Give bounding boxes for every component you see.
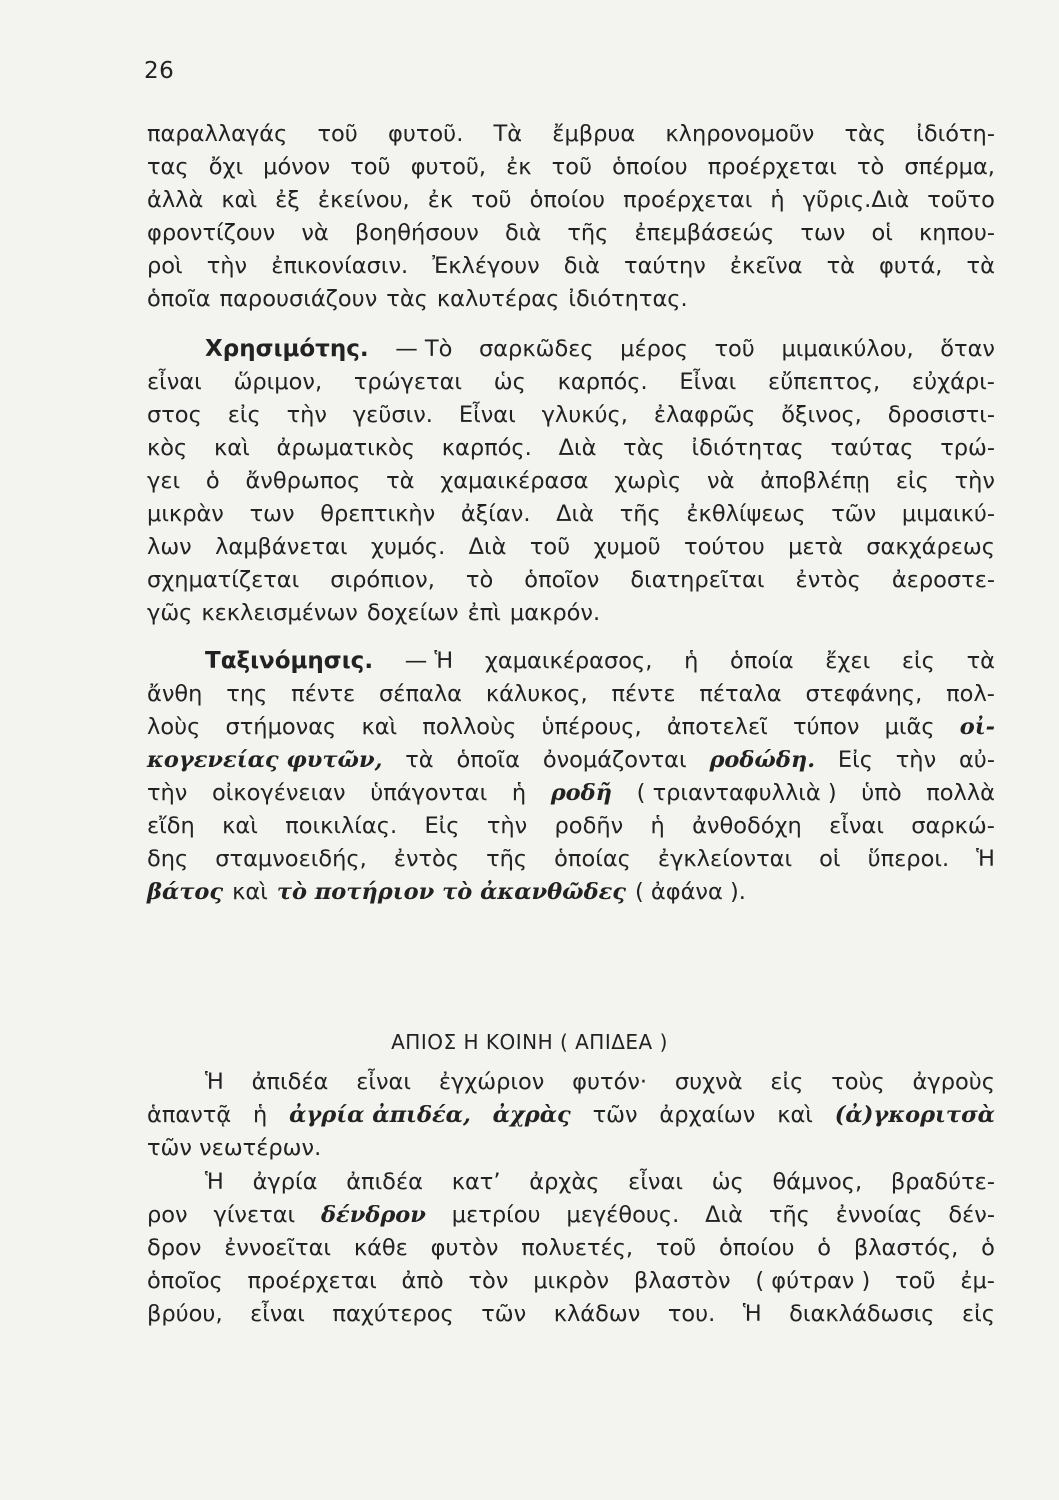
word: τὸ — [465, 567, 494, 593]
term-rosaceae: ροδώδη. — [709, 747, 816, 773]
word: ἐπὶ — [467, 600, 501, 626]
word: νὰ — [707, 468, 735, 494]
word: των — [249, 501, 295, 527]
word: τῆς — [619, 501, 661, 527]
text-line — [147, 744, 995, 777]
page-number: 26 — [144, 58, 175, 84]
word: διὰ — [504, 220, 542, 246]
word: ἀρχὰς — [529, 1169, 600, 1195]
text-line — [147, 597, 995, 630]
word: τύπον — [792, 714, 860, 740]
word: θρεπτικὴν — [320, 501, 436, 527]
word: ἡ — [650, 813, 665, 839]
word: ὑπάγονται — [370, 780, 488, 806]
word: Διὰ — [558, 435, 597, 461]
word: ἰδιότητας. — [568, 286, 688, 312]
word: ἐπικονίασιν. — [271, 253, 409, 279]
word: τὰ — [826, 253, 855, 279]
word: κατ’ — [451, 1169, 501, 1195]
text-line — [147, 1232, 995, 1265]
word: Διὰ — [556, 501, 594, 527]
text-line — [147, 184, 995, 217]
term-achras: ἀχρὰς — [492, 1102, 571, 1128]
text-line — [147, 678, 995, 711]
word: οἱ — [871, 220, 893, 246]
word: δης — [147, 846, 189, 872]
word: ἐντὸς — [393, 846, 460, 872]
word: ὡς — [493, 369, 526, 395]
word: σαρκῶδες — [478, 336, 594, 362]
word: ἡ — [511, 780, 527, 806]
word: ἀπὸ — [401, 1268, 444, 1294]
word: ἐπεμβάσεώς — [634, 220, 775, 246]
word: μιᾶς — [884, 714, 935, 740]
word: τοῦ — [551, 154, 593, 180]
word: θάμνος, — [772, 1169, 863, 1195]
word: τὴν — [286, 402, 327, 428]
word: ρον — [147, 1202, 188, 1228]
text-line — [147, 432, 995, 465]
word: — Ἡ — [404, 648, 454, 674]
word: Εἶναι — [458, 402, 516, 428]
word: τὰς — [623, 435, 665, 461]
word: ὀνομάζονται — [542, 747, 687, 773]
word: γεῦσιν. — [352, 402, 433, 428]
word: Ἡ — [205, 1069, 224, 1095]
word: ἡ — [684, 648, 699, 674]
text-line — [147, 151, 995, 184]
word: ἐκ — [506, 154, 532, 180]
word: Τὰ — [493, 121, 523, 147]
word: τὰς — [844, 121, 887, 147]
word: τῶν — [592, 1102, 638, 1128]
word: τοῦ — [350, 154, 391, 180]
word: Ἐκλέγουν — [432, 253, 540, 279]
word: ἐκ — [427, 187, 454, 213]
word: ὁποίου — [612, 154, 688, 180]
word: χωρὶς — [614, 468, 682, 494]
term-bramble: βάτος — [147, 879, 224, 905]
word: ἀξίαν. — [460, 501, 531, 527]
word: παχύτερος — [332, 1301, 454, 1327]
word: τὴν — [486, 813, 528, 839]
word: καὶ — [361, 714, 398, 740]
word: ἐμ- — [960, 1268, 995, 1294]
word: φυτόν· — [572, 1069, 648, 1095]
word: κεκλεισμένων — [201, 600, 358, 626]
word: εἰς — [961, 1301, 995, 1327]
word: στος — [147, 402, 202, 428]
word: στεφάνης, — [805, 681, 923, 707]
word: καὶ — [214, 435, 250, 461]
word: κλάδων — [553, 1301, 641, 1327]
word: χαμαικέρασα — [440, 468, 589, 494]
word: μιμαικύ- — [901, 501, 995, 527]
word: — Τὸ — [395, 336, 453, 362]
word: τῆς — [486, 846, 528, 872]
word: ἐλαφρῶς — [653, 402, 756, 428]
word: δροσιστι- — [887, 402, 995, 428]
word: προέρχεται — [247, 1268, 377, 1294]
word: τοῦ — [714, 336, 755, 362]
word: βραδύτε- — [890, 1169, 995, 1195]
word: σταμνοειδής, — [215, 846, 367, 872]
word: κάθε — [353, 1235, 408, 1261]
word: πέντε — [291, 681, 356, 707]
word: τὸν — [468, 1268, 509, 1294]
word: γῦρις.Διὰ — [802, 187, 910, 213]
term-wild-pear: ἀγρία ἀπιδέα, — [289, 1102, 471, 1128]
word: φυτά, — [879, 253, 943, 279]
word: καλυτέρας — [436, 286, 560, 312]
word: καὶ — [221, 187, 258, 213]
word: ὅταν — [940, 336, 995, 362]
word: μόνον — [263, 154, 331, 180]
word: βλαστὸν — [633, 1268, 731, 1294]
word: ἔμβρυα — [552, 121, 636, 147]
word: τὴν — [954, 468, 995, 494]
word: τρώ- — [940, 435, 995, 461]
word: προέρχεται — [623, 187, 753, 213]
word: ἐγκλείονται — [657, 846, 793, 872]
word: πολ- — [946, 681, 995, 707]
text-line — [147, 777, 995, 810]
text-line — [147, 645, 995, 678]
section-heading: ΑΠΙΟΣ Η ΚΟΙΝΗ ( ΑΠΙΔΕΑ ) — [391, 1030, 668, 1054]
word: ἀρωματικὸς — [276, 435, 415, 461]
word: πέταλα — [699, 681, 782, 707]
word: μικρὸν — [533, 1268, 610, 1294]
word: του. — [667, 1301, 716, 1327]
text-line — [147, 1066, 995, 1099]
word: σακχάρεως — [866, 534, 995, 560]
paragraph-intro — [147, 118, 995, 316]
word: καρπός. — [441, 435, 532, 461]
word: λων — [147, 534, 192, 560]
word: τοῦ — [471, 187, 512, 213]
word: σχηματίζεται — [147, 567, 300, 593]
text-line — [147, 498, 995, 531]
word: ἐντὸς — [795, 567, 861, 593]
text-line — [147, 843, 995, 876]
word: φυτοῦ, — [410, 154, 487, 180]
word: τὰ — [966, 648, 995, 674]
word: σιρόπιον, — [330, 567, 435, 593]
word: τὰ — [386, 468, 415, 494]
section-title-usefulness: Χρησιμότης. — [205, 336, 369, 362]
word: ὕπεροι. — [867, 846, 950, 872]
word: ὁποῖος — [147, 1268, 223, 1294]
word: ὁποῖα — [456, 747, 520, 773]
word: τοὺς — [831, 1069, 885, 1095]
word: ποικιλίας. — [285, 813, 398, 839]
word: ἐκείνου, — [317, 187, 410, 213]
word: χυμός. — [370, 534, 446, 560]
word: ἀγροὺς — [912, 1069, 995, 1095]
word: χαμαικέρασος, — [484, 648, 653, 674]
word: ἀλλὰ — [147, 187, 204, 213]
word: οἰκογένειαν — [211, 780, 346, 806]
word: ( ἀφάνα ). — [635, 879, 746, 905]
word: εἶναι — [829, 813, 884, 839]
word: πολυετές, — [521, 1235, 634, 1261]
word: Εἶναι — [679, 369, 737, 395]
word: ἐγχώριον — [438, 1069, 545, 1095]
word: ἄνθη — [147, 681, 203, 707]
word: ὁποία — [730, 648, 794, 674]
text-line — [147, 465, 995, 498]
word: ὑπέρους, — [541, 714, 642, 740]
word: ροὶ — [147, 253, 183, 279]
word: ὁποῖα — [147, 286, 211, 312]
text-line — [147, 1298, 995, 1331]
text-line — [147, 1265, 995, 1298]
word: εἶναι — [628, 1169, 683, 1195]
word: διατηρεῖται — [630, 567, 765, 593]
text-line — [147, 118, 995, 151]
word: ὁ — [817, 1235, 832, 1261]
word: τῶν — [481, 1301, 527, 1327]
word: ἀεροστε- — [891, 567, 995, 593]
word: καὶ — [777, 1102, 813, 1128]
word: τῶν νεωτέρων. — [147, 1135, 322, 1161]
term-family-part2: κογενείας φυτῶν, — [147, 747, 383, 773]
word: πολλὰ — [926, 780, 995, 806]
word: ἐννοίας — [835, 1202, 923, 1228]
word: γει — [147, 468, 181, 494]
word: δέν- — [948, 1202, 995, 1228]
word: εἰς — [770, 1069, 804, 1095]
word: τῶν — [831, 501, 877, 527]
word: συχνὰ — [674, 1069, 743, 1095]
word: ( φύτραν ) — [755, 1268, 871, 1294]
paragraph-usefulness — [147, 333, 995, 630]
word: νὰ — [301, 220, 329, 246]
word: αὐ- — [958, 747, 995, 773]
word: σαρκώ- — [911, 813, 995, 839]
word: τρώγεται — [353, 369, 463, 395]
word: ἀνθοδόχη — [692, 813, 802, 839]
word: ὄξινος, — [781, 402, 862, 428]
word: ἄνθρωπος — [245, 468, 361, 494]
text-line — [147, 366, 995, 399]
word: κληρονομοῦν — [665, 121, 815, 147]
term-family-part1: οἰ- — [959, 714, 995, 740]
word: βρύου, — [147, 1301, 223, 1327]
word: Εἰς — [424, 813, 460, 839]
word: τὴν — [895, 747, 937, 773]
word: ἡ — [253, 1102, 268, 1128]
word: ὑπὸ — [861, 780, 902, 806]
word: ἡ — [770, 187, 785, 213]
word: διακλάδωσις — [789, 1301, 935, 1327]
word: μετὰ — [788, 534, 843, 560]
term-rose: ροδῆ — [550, 780, 613, 806]
word: γίνεται — [213, 1202, 296, 1228]
word: μέρος — [620, 336, 688, 362]
word: των — [800, 220, 846, 246]
word: οἱ — [819, 846, 841, 872]
word: εἶναι — [250, 1301, 305, 1327]
term-dog-rose: τὸ ποτήριον τὸ ἀκανθῶδες — [276, 879, 626, 905]
text-line — [147, 711, 995, 744]
word: παραλλαγάς — [147, 121, 288, 147]
word: Διὰ — [468, 534, 507, 560]
word: μετρίου — [451, 1202, 541, 1228]
word: Ἡ — [742, 1301, 762, 1327]
word: ὁποίου — [719, 1235, 795, 1261]
word: διὰ — [563, 253, 600, 279]
word: ἀπιδέα — [346, 1169, 423, 1195]
word: ὁποίου — [529, 187, 606, 213]
word: καὶ — [222, 813, 258, 839]
term-agkoritsa: (ἀ)γκοριτσὰ — [834, 1102, 995, 1128]
word: φροντίζουν — [147, 220, 276, 246]
word: ὁ — [981, 1235, 995, 1261]
word: δοχείων — [366, 600, 459, 626]
word: εὔπεπτος, — [768, 369, 881, 395]
word: τὴν — [147, 780, 188, 806]
word: μεγέθους. — [566, 1202, 680, 1228]
word: της — [226, 681, 268, 707]
word: προέρχεται — [707, 154, 837, 180]
word: ἀποτελεῖ — [666, 714, 768, 740]
word: Ἡ — [976, 846, 995, 872]
word: ἐννοεῖται — [224, 1235, 332, 1261]
text-line — [147, 283, 995, 316]
word: φυτὸν — [430, 1235, 499, 1261]
text-line — [147, 1099, 995, 1132]
word: κὸς — [147, 435, 188, 461]
word: ὄχι — [208, 154, 244, 180]
text-line — [147, 217, 995, 250]
section-title-classification: Ταξινόμησις. — [205, 648, 374, 674]
word: δρον — [147, 1235, 202, 1261]
word: ἀγρία — [252, 1169, 318, 1195]
text-line — [147, 564, 995, 597]
word: τῆς — [768, 1202, 810, 1228]
word: λοὺς — [147, 714, 201, 740]
paragraph-pear-2 — [147, 1166, 995, 1331]
word: ἰδιότητας — [691, 435, 804, 461]
word: τοῦ — [895, 1268, 936, 1294]
word: εἰς — [227, 402, 261, 428]
word: παρουσιάζουν — [219, 286, 378, 312]
word: βλαστός, — [853, 1235, 959, 1261]
text-line — [147, 250, 995, 283]
word: ροδῆν — [554, 813, 624, 839]
word: ὁποίας — [554, 846, 631, 872]
word: τὰ — [966, 253, 995, 279]
paragraph-classification — [147, 645, 995, 909]
word: σέπαλα — [379, 681, 462, 707]
word: τὰ — [405, 747, 434, 773]
word: ( τριανταφυλλιὰ ) — [636, 780, 837, 806]
word: σπέρμα, — [904, 154, 995, 180]
word: τὸ — [856, 154, 885, 180]
word: στήμονας — [225, 714, 337, 740]
word: ἀρχαίων — [659, 1102, 756, 1128]
word: Ἡ — [205, 1169, 224, 1195]
word: τούτου — [684, 534, 765, 560]
text-line — [147, 399, 995, 432]
text-line — [147, 1132, 995, 1165]
text-line — [147, 531, 995, 564]
word: ἐκθλίψεως — [686, 501, 806, 527]
word: μικρὰν — [147, 501, 224, 527]
text-line — [147, 876, 995, 909]
word: ταύτας — [830, 435, 914, 461]
word: εἰς — [895, 468, 929, 494]
word: ἐκεῖνα — [729, 253, 803, 279]
word: ὁποῖον — [524, 567, 600, 593]
word: ἀπιδέα — [251, 1069, 329, 1095]
word: εἶναι — [356, 1069, 411, 1095]
term-tree: δένδρον — [321, 1202, 426, 1228]
word: φυτοῦ. — [388, 121, 464, 147]
word: γῶς — [147, 600, 193, 626]
word: καρπός. — [557, 369, 648, 395]
word: γλυκύς, — [541, 402, 628, 428]
word: τοῦ — [317, 121, 358, 147]
word: ὁ — [205, 468, 220, 494]
word: ταύτην — [624, 253, 706, 279]
word: τας — [147, 154, 189, 180]
word: χυμοῦ — [593, 534, 661, 560]
word: ἔχει — [825, 648, 871, 674]
word: μιμαικύλου, — [781, 336, 914, 362]
word: ἐξ — [275, 187, 300, 213]
word: καὶ — [232, 879, 268, 905]
word: κάλυκος, — [485, 681, 588, 707]
word: τὰς — [386, 286, 428, 312]
word: βοηθήσουν — [354, 220, 479, 246]
word: εἰς — [901, 648, 935, 674]
paragraph-pear-1 — [147, 1066, 995, 1165]
word: Διὰ — [705, 1202, 743, 1228]
text-line — [147, 1166, 995, 1199]
word: ἀποβλέπῃ — [760, 468, 871, 494]
word: ὡς — [711, 1169, 744, 1195]
word: τοῦ — [655, 1235, 697, 1261]
word: πέντε — [611, 681, 676, 707]
word: τοῦτο — [927, 187, 995, 213]
text-line — [147, 333, 995, 366]
text-line — [147, 810, 995, 843]
word: τοῦ — [529, 534, 571, 560]
word: πολλοὺς — [422, 714, 517, 740]
word: κηπου- — [918, 220, 995, 246]
word: εὐχάρι- — [911, 369, 995, 395]
word: ἰδιότη- — [916, 121, 995, 147]
word: εἶναι — [147, 369, 202, 395]
word: ἁπαντᾷ — [147, 1102, 232, 1128]
word: λαμβάνεται — [215, 534, 348, 560]
word: Εἰς — [837, 747, 873, 773]
word: μακρόν. — [509, 600, 601, 626]
word: τῆς — [567, 220, 609, 246]
word: ὥριμον, — [233, 369, 323, 395]
word: τὴν — [206, 253, 248, 279]
word: εἴδη — [147, 813, 195, 839]
text-line — [147, 1199, 995, 1232]
